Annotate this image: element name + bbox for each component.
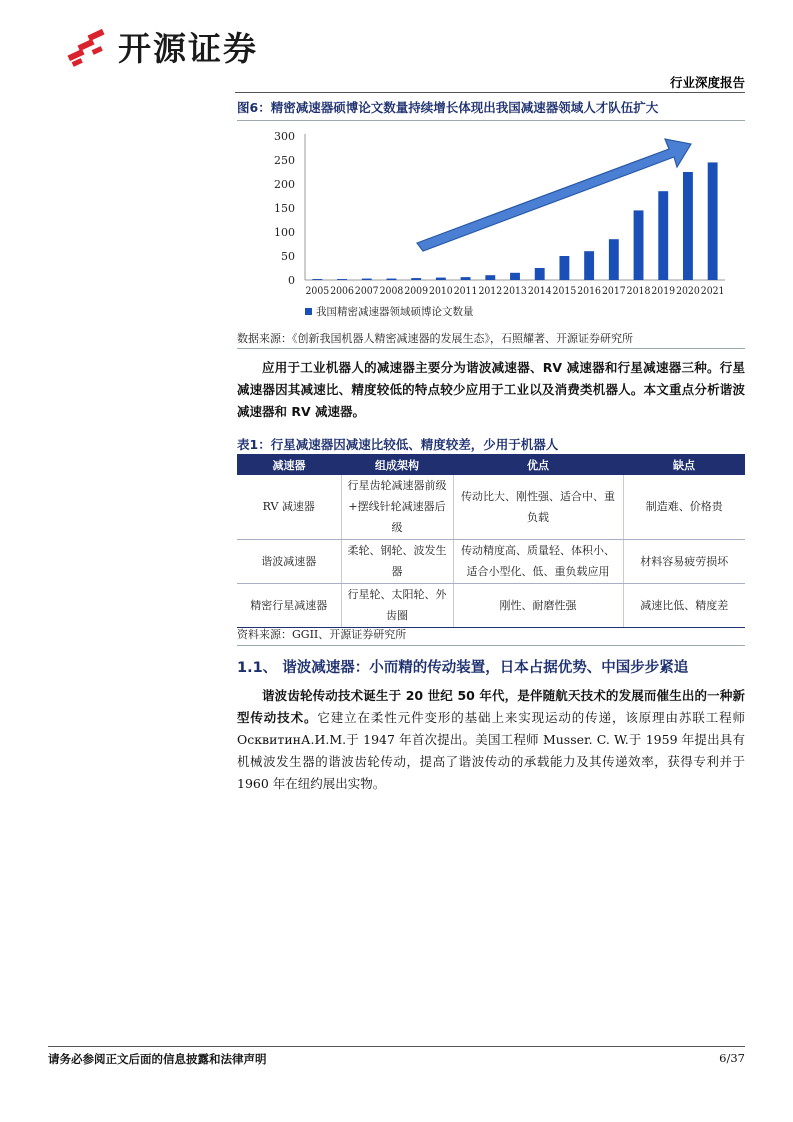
- y-tick-label: 300: [274, 130, 295, 143]
- y-tick-label: 0: [288, 274, 295, 287]
- y-tick-label: 150: [274, 202, 295, 215]
- figure-source-divider: [237, 348, 745, 349]
- table-row: [237, 475, 745, 539]
- y-tick-label: 100: [274, 226, 295, 239]
- intro-paragraph-bold: 应用于工业机器人的减速器主要分为谐波减速器、RV 减速器和行星减速器三种。行星减速器因其减速比、精度较低的特点较少应用于工业以及消费类机器人。本文重点分析谐波减速器和 RV 减速器。: [237, 360, 745, 419]
- cell-cons: 减速比低、精度差: [623, 583, 745, 627]
- reducer-comparison-table: [237, 454, 745, 628]
- x-tick-label: 2007: [354, 285, 379, 297]
- bar-2018: [634, 210, 644, 280]
- x-tick-label: 2020: [676, 285, 700, 297]
- cell-architecture: 柔轮、钢轮、波发生器: [341, 539, 453, 583]
- x-tick-label: 2010: [429, 285, 453, 297]
- page-number: 6/37: [719, 1051, 745, 1065]
- table-header-row: [237, 454, 745, 475]
- bar-2007: [362, 279, 372, 280]
- bar-2016: [584, 251, 594, 280]
- bar-2019: [658, 191, 668, 280]
- table-source-divider: [237, 645, 745, 646]
- x-tick-label: 2009: [404, 285, 429, 297]
- x-tick-label: 2019: [651, 285, 676, 297]
- bar-2009: [411, 278, 421, 280]
- footer-disclaimer: 请务必参阅正文后面的信息披露和法律声明: [48, 1052, 267, 1066]
- bar-2012: [485, 275, 495, 280]
- bar-2021: [708, 162, 718, 280]
- x-tick-label: 2011: [453, 285, 478, 297]
- bar-2020: [683, 172, 693, 280]
- x-tick-label: 2014: [527, 285, 552, 297]
- section-heading: 1.1、 谐波减速器：小而精的传动装置，日本占据优势、中国步步紧追: [237, 660, 689, 676]
- table-source: 资料来源：GGII、开源证券研究所: [237, 628, 407, 641]
- footer-divider: [48, 1046, 745, 1047]
- x-tick-label: 2016: [577, 285, 602, 297]
- y-tick-label: 200: [274, 178, 295, 191]
- cell-pros: 传动精度高、质量轻、体积小、适合小型化、低、重负载应用: [453, 539, 623, 583]
- col-header-pros: 优点: [453, 454, 623, 475]
- x-tick-label: 2015: [552, 285, 577, 297]
- x-tick-label: 2005: [305, 285, 330, 297]
- brand-mark-icon: [62, 22, 110, 70]
- cell-architecture: 行星齿轮减速器前级+摆线针轮减速器后级: [341, 475, 453, 539]
- cell-pros: 刚性、耐磨性强: [453, 583, 623, 627]
- bar-2006: [337, 279, 347, 280]
- table-title: 表1：行星减速器因减速比较低、精度较差，少用于机器人: [237, 437, 559, 452]
- report-type: 行业深度报告: [669, 75, 745, 90]
- bar-chart: [237, 124, 745, 324]
- figure-source: 数据来源：《创新我国机器人精密减速器的发展生态》，石照耀著、开源证券研究所: [237, 332, 633, 345]
- bar-2015: [559, 256, 569, 280]
- bar-2010: [436, 278, 446, 280]
- table-row: [237, 583, 745, 627]
- brand-logo: [62, 22, 258, 70]
- x-tick-label: 2013: [503, 285, 527, 297]
- col-header-architecture: 组成架构: [341, 454, 453, 475]
- bar-2008: [387, 279, 397, 280]
- x-tick-label: 2017: [601, 285, 626, 297]
- col-header-cons: 缺点: [623, 454, 745, 475]
- figure-title-divider: [237, 120, 745, 121]
- header-divider: [235, 92, 745, 93]
- cell-reducer: 谐波减速器: [237, 539, 341, 583]
- chart-legend: [305, 305, 474, 318]
- legend-swatch: [305, 308, 312, 315]
- legend-label: 我国精密减速器领域硕博论文数量: [316, 306, 474, 318]
- section-paragraph: [237, 685, 745, 795]
- cell-cons: 材料容易疲劳损坏: [623, 539, 745, 583]
- x-tick-label: 2008: [379, 285, 404, 297]
- brand-name: 开源证券: [118, 28, 258, 68]
- bar-2005: [312, 279, 322, 280]
- cell-reducer: 精密行星减速器: [237, 583, 341, 627]
- section-paragraph-text: 它建立在柔性元件变形的基础上来实现运动的传递，该原理由苏联工程师 ОсквитинА.И.М.于 1947 年首次提出。美国工程师 Musser. C. W.于 1959 年提出具有机械波发生器的谐波齿轮传动，提高了谐波传动的承载能力及其传递效率，获得专利并于 1960 年在纽约展出实物。: [237, 710, 745, 791]
- bar-2014: [535, 268, 545, 280]
- cell-cons: 制造难、价格贵: [623, 475, 745, 539]
- intro-paragraph: [237, 357, 745, 423]
- section-paragraph-bold: 谐波齿轮传动技术诞生于 20 世纪 50 年代，是伴随航天技术的发展而催生出的一种新型传动技术。: [237, 688, 745, 725]
- table-row: [237, 539, 745, 583]
- figure-title: 图6：精密减速器硕博论文数量持续增长体现出我国减速器领域人才队伍扩大: [237, 100, 659, 115]
- trend-arrow-icon: [417, 139, 691, 251]
- x-tick-label: 2018: [626, 285, 651, 297]
- bar-2017: [609, 239, 619, 280]
- y-tick-label: 250: [274, 154, 295, 167]
- x-tick-label: 2021: [700, 285, 725, 297]
- col-header-reducer: 减速器: [237, 454, 341, 475]
- cell-pros: 传动比大、刚性强、适合中、重负载: [453, 475, 623, 539]
- bar-2011: [461, 277, 471, 280]
- bar-2013: [510, 273, 520, 280]
- cell-architecture: 行星轮、太阳轮、外齿圈: [341, 583, 453, 627]
- y-tick-label: 50: [281, 250, 295, 263]
- cell-reducer: RV 减速器: [237, 475, 341, 539]
- chart-bars: [312, 162, 717, 280]
- x-tick-label: 2006: [330, 285, 355, 297]
- x-tick-label: 2012: [478, 285, 503, 297]
